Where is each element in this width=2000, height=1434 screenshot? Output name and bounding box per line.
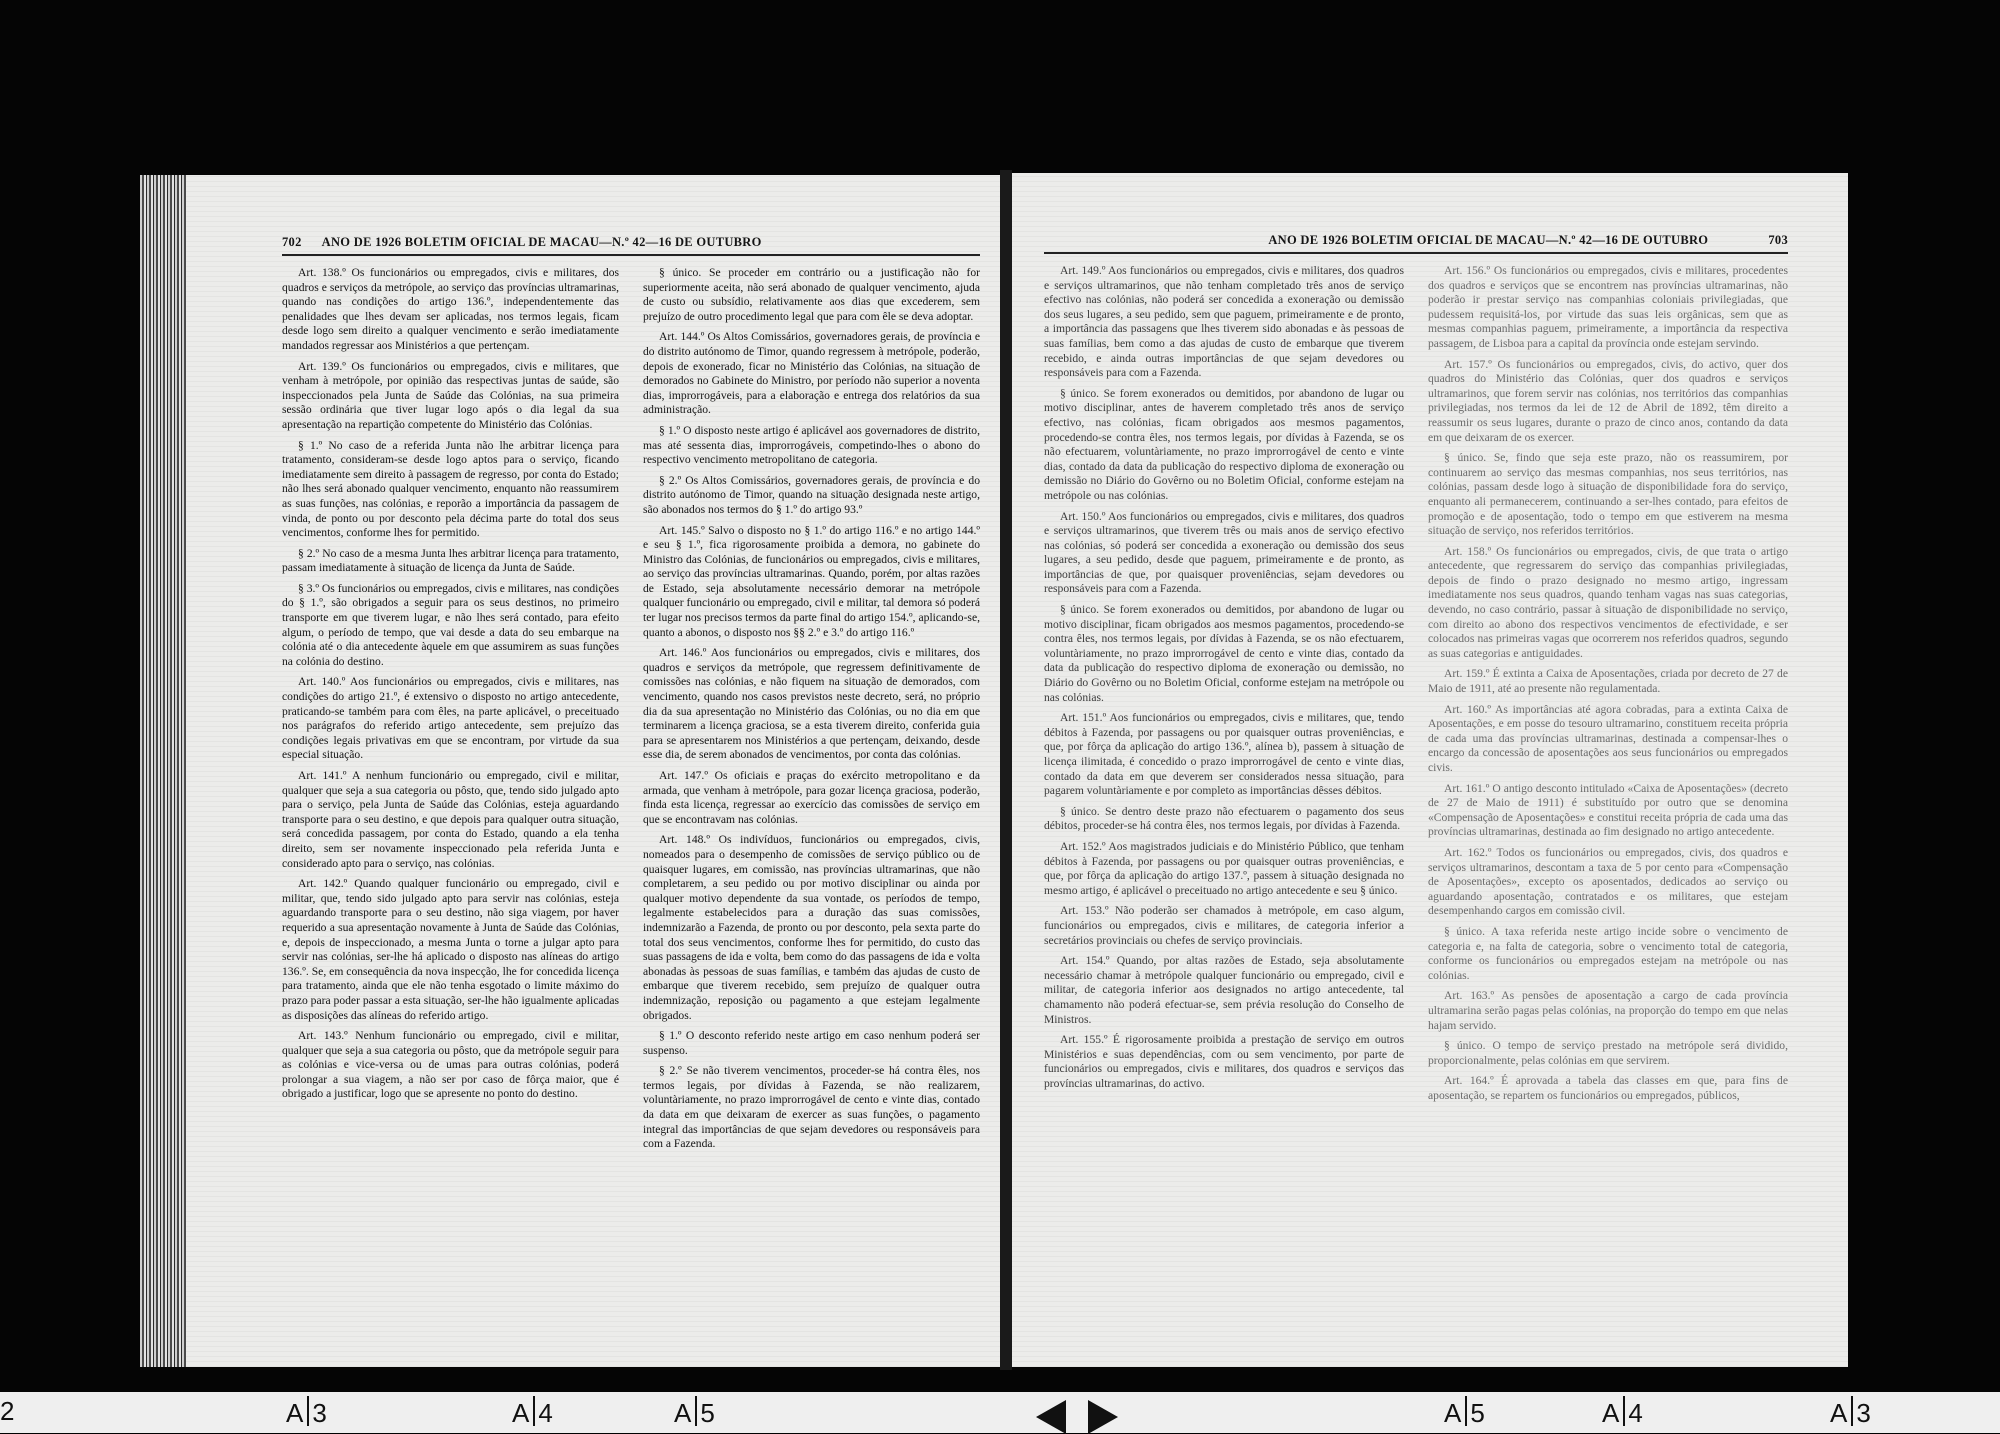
- left-column-1: [282, 266, 619, 1158]
- film-center-arrow-right-icon: [1088, 1400, 1118, 1434]
- paragraph: § único. A taxa referida neste artigo incide sobre o vencimento de categoria e, na falta de categoria, sobre o vencimento total de categoria, conforme os funcionários ou empregados estejam na metrópole ou nas colónias.: [1428, 924, 1788, 982]
- paragraph: Art. 145.º Salvo o disposto no § 1.º do artigo 116.º e no artigo 144.º e seu § 1.º, fica rigorosamente proibida a demora, no gabinete do Ministro das Colónias, de funcionários ou empregados, civis e militares, ao serviço das províncias ultramarinas. Quando, porém, por altas razões de Estado, seja absolutamente necessário demorar na metrópole qualquer funcionário ou empregado, civil e militar, tal demora só poderá ter lugar nos precisos termos da parte final do artigo 154.º, aplicando-se, quanto a abonos, o disposto nos §§ 2.º e 3.º do artigo 116.º: [643, 523, 980, 639]
- right-columns: [1044, 264, 1788, 1109]
- left-columns: [282, 266, 980, 1158]
- paragraph: Art. 138.º Os funcionários ou empregados, civis e militares, dos quadros e serviços da metrópole, ao serviço das províncias ultramarinas, quando nas condições do artigo 136.º, independentemente das penalidades que lhes devam ser aplicadas, nos termos legais, ficam desde logo sem direito a qualquer vencimento e serão imediatamente mandados regressar aos Ministérios a que pertençam.: [282, 266, 619, 352]
- left-column-2: [643, 266, 980, 1158]
- right-running-head: [1044, 233, 1788, 254]
- film-marker-a4-right: A 4: [1602, 1398, 1644, 1428]
- paragraph: Art. 162.º Todos os funcionários ou empregados, civis, dos quadros e serviços ultramarinos, descontam a taxa de 5 por cento para «Compensação de Aposentações», excepto os aposentados, dedicados ao serviço ou aguardando aposentação, contratados e os militares, que estejam desempenhando cargos em comissão civil.: [1428, 845, 1788, 918]
- paragraph: Art. 149.º Aos funcionários ou empregados, civis e militares, dos quadros e serviços ultramarinos, que não tenham completado três anos de serviço efectivo nas colónias, não poderá ser concedida a exoneração ou demissão dos seus lugares, a seu pedido, sem que paguem, primeiramente e de pronto, a importância das passagens que lhes tiverem sido abonadas e às pessoas de suas famílias, bem como a das ajudas de custo de embarque que tiverem recebido, e ainda outras importâncias de que sejam devedores ou responsáveis para com a Fazenda.: [1044, 264, 1404, 380]
- paragraph: § 1.º No caso de a referida Junta não lhe arbitrar licença para tratamento, consideram-se desde logo aptos para o serviço, ficando imediatamente sem direito à passagem de regresso, por conta do Estado; não lhes será abonado qualquer vencimento, enquanto não reassumirem as suas funções, nas colónias, e reporão a importância da passagem de vinda, de ponto ou por desconto pela décima parte do total dos seus vencimentos, conforme lhes for permitido.: [282, 438, 619, 540]
- paragraph: Art. 152.º Aos magistrados judiciais e do Ministério Público, que tenham débitos à Fazenda, por passagens ou por quaisquer outras proveniências, e que, por fôrça da aplicação do artigo 137.º, passem à situação designada no mesmo artigo, é aplicável o preceituado no artigo antecedente e seu § único.: [1044, 839, 1404, 897]
- right-column-2: [1428, 264, 1788, 1109]
- left-running-head: [282, 235, 980, 256]
- paragraph: Art. 155.º É rigorosamente proibida a prestação de serviço em outros Ministérios e suas dependências, com ou sem vencimento, por parte de funcionários ou empregados, civis e militares, dos quadros e serviços das províncias ultramarinas, do activo.: [1044, 1033, 1404, 1090]
- film-marker-a3-left: A 3: [286, 1398, 328, 1428]
- right-running-title: ANO DE 1926 BOLETIM OFICIAL DE MACAU—N.º 42—16 DE OUTUBRO: [1268, 233, 1709, 247]
- paragraph: Art. 153.º Não poderão ser chamados à metrópole, em caso algum, funcionários ou empregados, civis e militares, de categoria inferior a secretários provinciais ou chefes de serviço provinciais.: [1044, 904, 1404, 947]
- paragraph: § único. O tempo de serviço prestado na metrópole será dividido, proporcionalmente, pelas colónias em que servirem.: [1428, 1039, 1788, 1067]
- paragraph: Art. 143.º Nenhum funcionário ou empregado, civil e militar, qualquer que seja a sua categoria ou pôsto, que da metrópole seguir para as colónias e vice-versa ou de umas para outras colónias, poderá prolongar a sua viagem, a não ser por caso de fôrça maior, que é obrigado a justificar, logo que se apresente no ponto do destino.: [282, 1029, 619, 1101]
- paragraph: § único. Se dentro deste prazo não efectuarem o pagamento dos seus débitos, proceder-se há contra êles, nos termos legais, por dívidas à Fazenda.: [1044, 804, 1404, 833]
- paragraph: Art. 161.º O antigo desconto intitulado «Caixa de Aposentações» (decreto de 27 de Maio de 1911) é substituído por outro que se denomina «Compensação de Aposentações» e constitui receita própria de cada uma das províncias ultramarinas, destinada ao fim designado no artigo antecedente.: [1428, 781, 1788, 839]
- left-page-number: 702: [282, 235, 302, 249]
- right-column-1: [1044, 264, 1404, 1109]
- left-page: [186, 175, 1000, 1367]
- paragraph: § único. Se forem exonerados ou demitidos, por abandono de lugar ou motivo disciplinar, antes de haverem completado três anos de serviço efectivo, nas colónias, ficam obrigados aos mesmos pagamentos, procedendo-se contra êles, nos termos legais, por dívidas à Fazenda, se os não efectuarem, voluntàriamente, no prazo improrrogável de cento e vinte dias, contado da data da publicação do respectivo diploma de exoneração ou demissão no Diário do Govêrno ou no Boletim Oficial, conforme estejam na metrópole ou nas colónias.: [1044, 386, 1404, 502]
- paragraph: Art. 151.º Aos funcionários ou empregados, civis e militares, que, tendo débitos à Fazenda, por passagens ou por quaisquer outras proveniências, e que, por fôrça da aplicação do artigo 136.º, alínea b), passem à situação de licença ilimitada, é concedido o prazo improrrogável de cento e vinte dias, contado da data em que deverem ser considerados nessa situação, para pagarem voluntàriamente e por completo as importâncias dêsses débitos.: [1044, 711, 1404, 798]
- paragraph: § único. Se, findo que seja este prazo, não os reassumirem, por continuarem ao serviço das mesmas companhias, nos seus territórios, nas colónias, passam desde logo à situação de disponibilidade fora do serviço, enquanto ali permanecerem, continuando a ser-lhes contado, para efeitos de promoção e de aposentação, todo o tempo em que estiverem na mesma situação de serviço, nos referidos territórios.: [1428, 451, 1788, 538]
- film-marker-a4-left: A 4: [512, 1398, 554, 1428]
- paragraph: Art. 139.º Os funcionários ou empregados, civis e militares, que venham à metrópole, por opinião das respectivas juntas de saúde, são inspeccionados pela Junta de Saúde das Colónias, na sua primeira sessão ordinária que tiver lugar logo após o dia legal da sua apresentação na repartição competente do Ministério das Colónias.: [282, 359, 619, 431]
- right-page-number: 703: [1768, 233, 1788, 247]
- paragraph: Art. 156.º Os funcionários ou empregados, civis e militares, procedentes dos quadros e serviços que se encontrem nas províncias ultramarinas, não poderão ir prestar serviço nas companhias coloniais privilegiadas, que pudessem requisitá-los, por virtude das suas leis orgânicas, sem que as mesmas companhias paguem, primeiramente, a importância da respectiva passagem, de Lisboa para a capital da província onde estejam servindo.: [1428, 264, 1788, 350]
- paragraph: § 1.º O disposto neste artigo é aplicável aos governadores de distrito, mas até sessenta dias, improrrogáveis, competindo-lhes o abono do respectivo vencimento metropolitano de categoria.: [643, 423, 980, 467]
- film-marker-a5-right: A 5: [1444, 1398, 1486, 1428]
- paragraph: § único. Se proceder em contrário ou a justificação não for superiormente aceita, não será abonado de qualquer vencimento, ajuda de custo ou subsídio, relativamente aos dias que excederem, sem prejuízo de outro procedimento legal que para com êle se deva adoptar.: [643, 266, 980, 323]
- paragraph: § 2.º Se não tiverem vencimentos, proceder-se há contra êles, nos termos legais, por dívidas à Fazenda, se não realizarem, voluntàriamente, no prazo improrrogável de cento e vinte dias, contado da data em que deixaram de exercer as suas funções, o pagamento integral das importâncias de que sejam devedores ou responsáveis para com a Fazenda.: [643, 1064, 980, 1151]
- paragraph: § 1.º O desconto referido neste artigo em caso nenhum poderá ser suspenso.: [643, 1029, 980, 1057]
- book-page-edges: [140, 175, 188, 1367]
- paragraph: § 2.º Os Altos Comissários, governadores gerais, de província e do distrito autónomo de Timor, quando na situação designada neste artigo, são abonados nos termos do § 1.º do artigo 93.º: [643, 473, 980, 516]
- paragraph: Art. 148.º Os indivíduos, funcionários ou empregados, civis, nomeados para o desempenho de comissões de serviço público ou de quaisquer lugares, em comissão, nas províncias ultramarinas, que não completarem, a seu pedido ou por motivo disciplinar ou ainda por qualquer motivo dependente da sua vontade, os períodos de tempo, legalmente estabelecidos para a duração das suas comissões, indemnizarão a Fazenda, de pronto ou por desconto, pela sexta parte do total dos seus vencimentos, conforme lhes for permitido, do custo das suas passagens de ida e volta, bem como do das passagens de ida e volta abonadas às pessoas de suas famílias, e também das ajudas de custo de embarque que tiverem recebido, sem prejuízo de qualquer outra indemnização, reposição ou pagamento a que estejam legalmente obrigados.: [643, 833, 980, 1022]
- paragraph: Art. 144.º Os Altos Comissários, governadores gerais, de província e do distrito autónomo de Timor, quando regressem à metrópole, poderão, depois de exonerado, ficar no Ministério das Colónias, na situação de demorados no Gabinete do Ministro, por período não superior a noventa dias, improrrogáveis, para a elaboração e entrega dos relatórios da sua administração.: [643, 330, 980, 417]
- paragraph: § 3.º Os funcionários ou empregados, civis e militares, nas condições do § 1.º, são obrigados a seguir para os seus destinos, no primeiro transporte em que tiverem lugar, e não lhes será contado, para efeito algum, o período de tempo, que vai desde a data do seu embarque na colónia até o dia antecedente àquele em que assumirem as suas funções na colónia do destino.: [282, 581, 619, 668]
- paragraph: Art. 141.º A nenhum funcionário ou empregado, civil e militar, qualquer que seja a sua categoria ou pôsto, que, tendo sido julgado apto para o serviço, pela Junta de Saúde das Colónias, esteja aguardando transporte para o seu destino, e que depois para qualquer outra situação, será concedida passagem, por conta do Estado, quando a ela tenha direito, sem ser novamente inspeccionado pela referida Junta e considerado apto para o serviço, nas colónias.: [282, 769, 619, 870]
- paragraph: Art. 163.º As pensões de aposentação a cargo de cada província ultramarina serão pagas pelas colónias, na proporção do tempo em que nelas hajam servido.: [1428, 989, 1788, 1032]
- paragraph: Art. 150.º Aos funcionários ou empregados, civis e militares, dos quadros e serviços ultramarinos, que tiverem três ou mais anos de serviço efectivo nas colónias, só poderá ser concedida a exoneração ou demissão dos seus lugares, a seu pedido, desde que paguem, primeiramente e de pronto, as importâncias de que, por quaisquer proveniências, sejam devedores ou responsáveis para com a Fazenda.: [1044, 509, 1404, 596]
- paragraph: § único. Se forem exonerados ou demitidos, por abandono de lugar ou motivo disciplinar, ficam obrigados aos mesmos pagamentos, procedendo-se contra êles, nos termos legais, por dívidas à Fazenda, se os não efectuarem, voluntàriamente, no prazo improrrogável de cento e vinte dias, contado da data da publicação do respectivo diploma de exoneração ou demissão, no Diário do Govêrno ou no Boletim Oficial, conforme estejam na metrópole ou nas colónias.: [1044, 603, 1404, 704]
- left-running-title: ANO DE 1926 BOLETIM OFICIAL DE MACAU—N.º 42—16 DE OUTUBRO: [321, 235, 762, 249]
- film-center-arrow-left-icon: [1036, 1400, 1066, 1434]
- paragraph: Art. 158.º Os funcionários ou empregados, civis, de que trata o artigo antecedente, que regressarem do serviço das companhias privilegiadas, depois de findo o prazo designado no mesmo artigo, ingressam imediatamente nos seus quadros, quando tenham vagas nas suas categorias, devendo, no caso contrário, passar à situação de disponibilidade no serviço, com direito ao abono dos respectivos vencimentos de efectividade, e ser colocados nas primeiras vagas que ocorrerem nos referidos quadros, segundo as suas categorias e antiguidades.: [1428, 544, 1788, 660]
- right-page: [1012, 173, 1848, 1367]
- paragraph: Art. 147.º Os oficiais e praças do exército metropolitano e da armada, que venham à metrópole, para gozar licença graciosa, poderão, finda esta licença, regressar ao exercício das comissões de serviço em que se encontravam nas colónias.: [643, 769, 980, 826]
- paragraph: Art. 159.º É extinta a Caixa de Aposentações, criada por decreto de 27 de Maio de 1911, até ao presente não regulamentada.: [1428, 667, 1788, 696]
- paragraph: Art. 142.º Quando qualquer funcionário ou empregado, civil e militar, que, tendo sido julgado apto para servir nas colónias, esteja aguardando transporte para o seu destino, não siga viagem, por haver requerido a sua apresentação novamente à Junta de Saúde das Colónias, e, depois de inspeccionado, a mesma Junta o torne a julgar apto para servir nas colónias, ser-lhe há aplicado o disposto nas alíneas do artigo 136.º. Se, em consequência da nova inspecção, lhe for concedida licença para tratamento, ainda que ele não tenha esgotado o limite máximo do prazo para poder passar a esta situação, ser-lhe hão igualmente aplicadas as disposições das alíneas do referido artigo.: [282, 877, 619, 1022]
- paragraph: Art. 164.º É aprovada a tabela das classes em que, para fins de aposentação, se repartem os funcionários ou empregados, públicos,: [1428, 1074, 1788, 1102]
- paragraph: § 2.º No caso de a mesma Junta lhes arbitrar licença para tratamento, passam imediatamente à situação de licença da Junta de Saúde.: [282, 546, 619, 575]
- book-gutter: [1000, 170, 1012, 1370]
- paragraph: Art. 146.º Aos funcionários ou empregados, civis e militares, dos quadros e serviços da metrópole, que regressem definitivamente de comissões nas colónias, e não fiquem na situação de demorados, com vencimento, quando nos casos previstos neste decreto, será, no próprio dia da sua apresentação no Ministério das Colónias, ou no dia em que terminarem a licença graciosa, se a esta tiverem direito, conferida guia para se apresentarem nos Ministérios a que pertençam, deixando, desde esse dia, de serem abonados de vencimentos, por conta das colónias.: [643, 646, 980, 762]
- paragraph: Art. 157.º Os funcionários ou empregados, civis, do activo, quer dos quadros do Ministério das Colónias, quer dos quadros e serviços ultramarinos, que forem servir nas colónias, nos territórios das companhias privilegiadas, nos termos da lei de 12 de Abril de 1892, têm direito a reassumir os seus lugares, durante o prazo de cinco anos, contando da data em que deixaram de os exercer.: [1428, 357, 1788, 444]
- film-marker-partial: 2: [0, 1396, 16, 1426]
- paragraph: Art. 140.º Aos funcionários ou empregados, civis e militares, nas condições do artigo 21.º, é extensivo o disposto no artigo antecedente, praticando-se também para com êles, na parte aplicável, o preceituado nos parágrafos do referido artigo antecedente, sem prejuízo das condições legais privativas em que se encontram, por virtude da sua especial situação.: [282, 675, 619, 762]
- film-marker-a5-left: A 5: [674, 1398, 716, 1428]
- paragraph: Art. 160.º As importâncias até agora cobradas, para a extinta Caixa de Aposentações, e em posse do tesouro ultramarino, constituem receita própria de cada uma das províncias ultramarinas, destinada a compensar-lhes o encargo da concessão de aposentações aos seus funcionários ou empregados civis.: [1428, 702, 1788, 774]
- film-marker-a3-right: A 3: [1830, 1398, 1872, 1428]
- paragraph: Art. 154.º Quando, por altas razões de Estado, seja absolutamente necessário chamar à metrópole qualquer funcionário ou empregado, civil e militar, de categoria inferior aos designados no artigo antecedente, tal chamamento não poderá efectuar-se, sem prévia resolução do Conselho de Ministros.: [1044, 954, 1404, 1026]
